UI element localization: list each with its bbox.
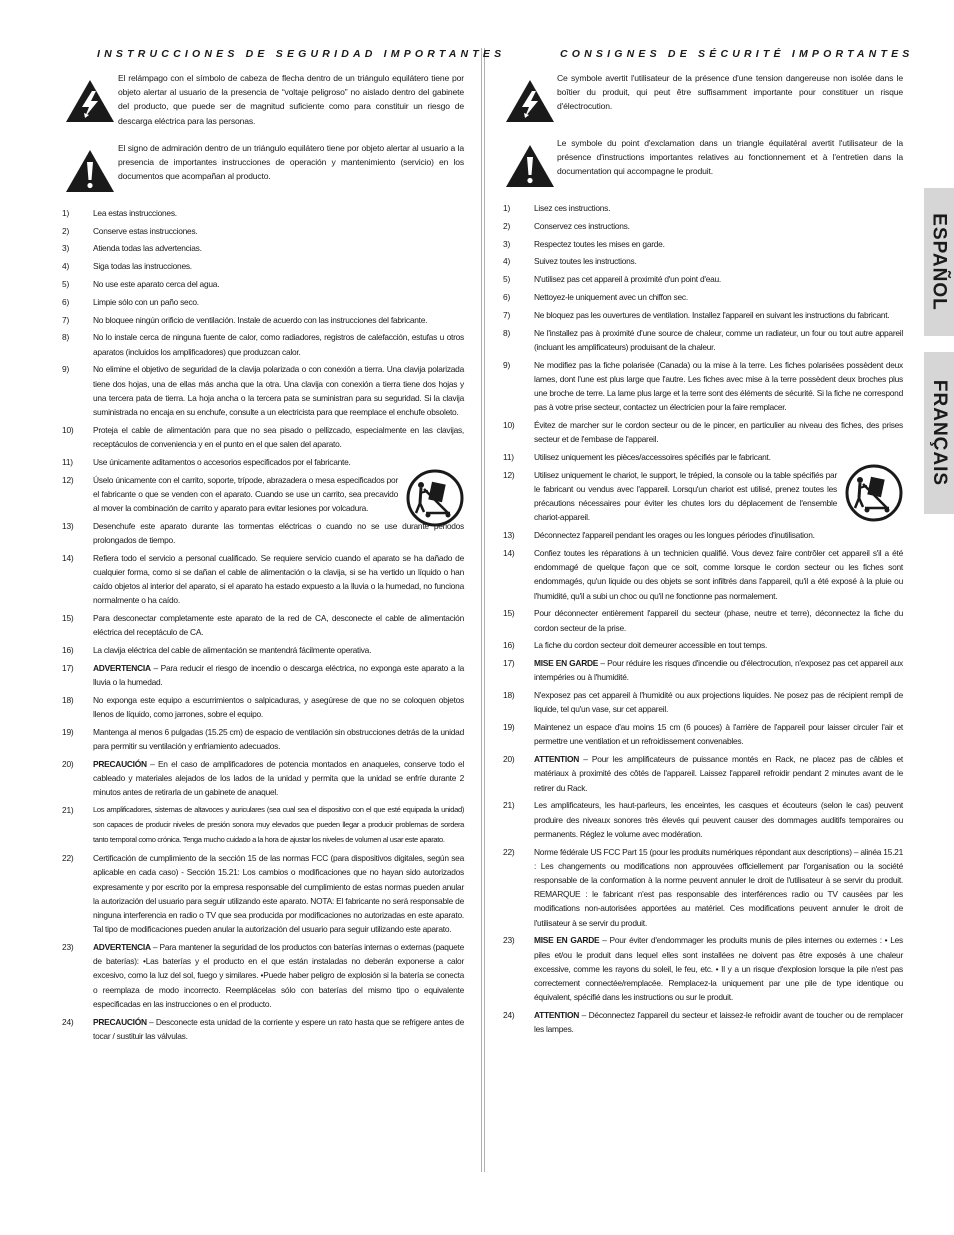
item-text bbox=[93, 661, 464, 689]
warning-text: El relámpago con el símbolo de cabeza de flecha dentro de un triángulo equilátero tiene por objeto alertar al usuario de la presencia de “voltaje peligroso” no aislado dentro del gabinete del producto, que puede ser de magnitud suficiente como para constituir un riesgo de descarga eléctrica para las personas. bbox=[118, 73, 464, 126]
list-item bbox=[62, 725, 464, 753]
list-item bbox=[62, 519, 464, 547]
item-text: Respectez toutes les mises en garde. bbox=[534, 238, 665, 249]
item-text: Pour déconnecter entièrement l'appareil du secteur (phase, neutre et terre), déconnectez la fiche du cordon secteur de la prise. bbox=[534, 608, 903, 633]
item-text: Suivez toutes les instructions. bbox=[534, 256, 637, 267]
item-number: 12) bbox=[62, 474, 74, 485]
item-label: ADVERTENCIA bbox=[93, 942, 151, 952]
item-number: 24) bbox=[62, 1016, 74, 1027]
item-text: Évitez de marcher sur le cordon secteur ou de le pincer, en particulier au niveau des fiches, des prises secteur et de l'embase de l'appareil. bbox=[534, 419, 903, 445]
item-number: 23) bbox=[503, 935, 515, 946]
item-text: Úselo únicamente con el carrito, soporte, trípode, abrazadera o mesa especificados por el fabricante o que se venden con el aparato. Cuando se use un carrito, sea precavido al mover la combinación de carrito y aparato para evitar lesiones por volcadura. bbox=[93, 473, 464, 516]
item-number: 15) bbox=[62, 613, 74, 624]
list-item bbox=[503, 219, 903, 233]
french-warnings bbox=[503, 71, 903, 188]
item-number: 20) bbox=[62, 759, 74, 769]
list-item bbox=[62, 1015, 464, 1043]
item-text: Desenchufe este aparato durante las tormentas eléctricas o cuando no se use durante periodos prolongados de tiempo. bbox=[93, 520, 464, 545]
item-number: 16) bbox=[503, 640, 515, 651]
item-text: Utilisez uniquement le chariot, le support, le trépied, la console ou la table spécifiés par le fabricant ou vendus avec l'appareil. Lorsqu'un chariot est utilisé, prenez toutes les précautions nécessaires pour éviter les chutes lors du déplacement de l'ensemble chariot-appareil. bbox=[534, 468, 903, 525]
item-number: 13) bbox=[503, 530, 515, 541]
warning-block bbox=[503, 136, 903, 188]
item-number: 22) bbox=[62, 853, 74, 864]
item-number: 17) bbox=[62, 663, 74, 673]
list-item bbox=[62, 851, 464, 936]
item-number: 8) bbox=[62, 332, 70, 343]
list-item bbox=[503, 272, 903, 286]
item-number: 7) bbox=[62, 314, 70, 325]
french-instructions-list bbox=[503, 201, 903, 1036]
list-item bbox=[503, 845, 903, 930]
language-tab-espanol[interactable] bbox=[924, 188, 954, 336]
list-item bbox=[503, 933, 903, 1004]
item-text: Refiera todo el servicio a personal cualificado. Se requiere servicio cuando el aparato se ha dañado de cualquier forma, como si se dañan el cable de alimentación o la clavija, si se ha vertido un líquido o han caído objetos al interior del aparato, si el aparato ha estado expuesto a la lluvia o la humedad, no funciona normalmente o ha caído. bbox=[93, 552, 464, 606]
item-text: No elimine el objetivo de seguridad de la clavija polarizada o con conexión a tierra. Una clavija polarizada tiene dos hojas, una de ellas más ancha que la otra. Una clavija con conexión a tierra tiene dos hojas y una tercera pata de tierra. La hoja ancha o la tercera pata se suministran para su seguridad. Si la clavija suministrada no encaja en su enchufe, consulte a un electricista para que reemplace el enchufe obsoleto. bbox=[93, 364, 464, 417]
item-number: 9) bbox=[503, 359, 511, 370]
item-number: 22) bbox=[503, 846, 515, 857]
item-text: Para desconectar completamente este aparato de la red de CA, desconecte el cable de alimentación eléctrica del receptáculo de CA. bbox=[93, 613, 464, 638]
item-text bbox=[93, 940, 464, 1011]
item-text: Lisez ces instructions. bbox=[534, 203, 611, 213]
item-number: 14) bbox=[503, 547, 515, 558]
warning-text: Le symbole du point d'exclamation dans un triangle équilatéral avertit l'utilisateur de la présence d'instructions importantes relatives au fonctionnement et à l'entretien dans la documentation qui accompagne le produit. bbox=[557, 138, 903, 177]
item-number: 6) bbox=[62, 296, 70, 307]
list-item bbox=[503, 638, 903, 652]
item-number: 9) bbox=[62, 364, 70, 375]
item-text: La clavija eléctrica del cable de alimentación se mantendrá fácilmente operativa. bbox=[93, 645, 372, 656]
list-item bbox=[62, 611, 464, 639]
list-item bbox=[503, 237, 903, 251]
list-item bbox=[62, 313, 464, 327]
list-item bbox=[62, 643, 464, 657]
item-text: Los amplificadores, sistemas de altavoces y auriculares (sea cual sea el dispositivo con el que esté equipada la unidad) son capaces de producir niveles de presión sonora muy elevados que pueden llegar a producir problemas de sordera tanto temporal como crónica. Tenga mucho cuidado a la hora de ajustar los niveles de volumen al usar este aparato. bbox=[93, 805, 464, 844]
item-body: – Déconnectez l'appareil du secteur et laissez-le refroidir avant de toucher ou de remplacer les lampes. bbox=[534, 1010, 903, 1035]
item-number: 5) bbox=[503, 274, 511, 285]
warning-text: Ce symbole avertit l'utilisateur de la présence d'une tension dangereuse non isolée dans le boîtier du produit, qui peut être suffisamment importante pour constituer un risque d'électrocution. bbox=[557, 73, 903, 112]
item-number: 21) bbox=[62, 805, 74, 816]
list-item bbox=[62, 473, 464, 516]
warning-text: El signo de admiración dentro de un triángulo equilátero tiene por objeto alertar al usuario a la presencia de importantes instrucciones de operación y mantenimiento (servicio) en los documentos que acompañan al producto. bbox=[118, 142, 464, 182]
item-number: 8) bbox=[503, 327, 511, 338]
item-text: Déconnectez l'appareil pendant les orages ou les longues périodes d'inutilisation. bbox=[534, 530, 815, 541]
list-item bbox=[503, 752, 903, 795]
list-item bbox=[62, 259, 464, 273]
item-number: 3) bbox=[62, 243, 70, 254]
column-divider bbox=[481, 48, 482, 1172]
list-item bbox=[503, 290, 903, 304]
warning-block bbox=[62, 141, 464, 193]
language-tab-francais[interactable] bbox=[924, 352, 954, 514]
item-text: Ne modifiez pas la fiche polarisée (Canada) ou la mise à la terre. Les fiches polarisées possèdent deux lames, dont l'une est plus large que l'autre. Les fiches avec mise à la terre possèdent deux broches plus une broche de terre. La lame plus large et la terre sont des éléments de sécurité. Si la fiche ne correspond pas à votre prise secteur, contactez un électricien pour la faire remplacer. bbox=[534, 359, 903, 413]
list-item bbox=[503, 468, 903, 525]
french-column bbox=[503, 48, 914, 1040]
item-number: 19) bbox=[62, 727, 74, 737]
item-body: – Para reducir el riesgo de incendio o descarga eléctrica, no exponga este aparato a la lluvia o la humedad. bbox=[93, 663, 464, 688]
item-number: 11) bbox=[503, 451, 514, 462]
item-number: 1) bbox=[503, 203, 511, 213]
list-item bbox=[62, 277, 464, 291]
list-item bbox=[503, 358, 903, 415]
item-text bbox=[534, 1008, 903, 1036]
item-number: 5) bbox=[62, 279, 70, 289]
item-number: 1) bbox=[62, 207, 70, 218]
item-text: No bloquee ningún orificio de ventilación. Instale de acuerdo con las instrucciones del fabricante. bbox=[93, 314, 428, 325]
item-text: No use este aparato cerca del agua. bbox=[93, 279, 220, 289]
item-text bbox=[534, 656, 903, 684]
list-item bbox=[503, 546, 903, 603]
item-text: Les amplificateurs, les haut-parleurs, les enceintes, les casques et écouteurs (selon le cas) peuvent produire des niveaux sonores très élevés qui peuvent causer des dommages auditifs temporaires ou permanents. Réglez le volume avec modération. bbox=[534, 800, 903, 839]
list-item bbox=[62, 803, 464, 847]
item-number: 17) bbox=[503, 658, 515, 669]
item-label: ATTENTION bbox=[534, 754, 580, 765]
item-text: N'exposez pas cet appareil à l'humidité ou aux projections liquides. Ne posez pas de récipient rempli de liquide, tel qu'un vase, sur cet appareil. bbox=[534, 690, 903, 715]
list-item bbox=[503, 326, 903, 354]
item-text: Norme fédérale US FCC Part 15 (pour les produits numériques répondant aux descriptions) – alinéa 15.21 : Les changements ou modifications non approuvées officiellement par l'organisation ou la société responsable de la conformation à la norme peuvent annuler le droit de l'utilisateur à se servir du produit. REMARQUE : le fabricant n'est pas responsable des interférences radio ou TV causées par les modifications non-autorisées apportées au matériel. Ces modifications peuvent annuler le droit de l'utilisateur à se servir du produit. bbox=[534, 846, 903, 928]
list-item bbox=[503, 254, 903, 268]
item-number: 2) bbox=[62, 225, 70, 236]
item-number: 21) bbox=[503, 800, 515, 811]
spanish-column bbox=[62, 48, 506, 1047]
item-text: La fiche du cordon secteur doit demeurer accessible en tout temps. bbox=[534, 640, 768, 651]
item-number: 4) bbox=[62, 261, 70, 272]
list-item bbox=[503, 720, 903, 748]
item-text: N'utilisez pas cet appareil à proximité d'un point d'eau. bbox=[534, 274, 722, 285]
item-number: 10) bbox=[503, 419, 515, 430]
item-text: Conservez ces instructions. bbox=[534, 220, 630, 231]
item-text: Certificación de cumplimiento de la sección 15 de las normas FCC (para dispositivos digitales, según sea aplicable en cada caso) - Sección 15.21: Los cambios o modificaciones que no hayan sido autorizados expresamente y por escrito por la empresa responsable del cumplimiento de estas normas pueden anular la autorización del usuario para seguir utilizando este aparato. NOTA: El fabricante no será responsable de ninguna interferencia en radio o TV que sea producida por modificaciones no autorizadas en este aparato. Tal tipo de modificaciones pueden anular la autorización del usuario para seguir utilizando este aparato. bbox=[93, 853, 464, 935]
item-text: Nettoyez-le uniquement avec un chiffon sec. bbox=[534, 291, 688, 302]
item-text: Proteja el cable de alimentación para que no sea pisado o pellizcado, especialmente en las clavijas, receptáculos de conveniencia y en el punto en el que salen del aparato. bbox=[93, 424, 464, 449]
spanish-instructions-list bbox=[62, 206, 464, 1043]
lightning-triangle-icon bbox=[62, 71, 118, 123]
item-text bbox=[534, 752, 903, 795]
list-item bbox=[62, 330, 464, 358]
item-label: PRECAUCIÓN bbox=[93, 1016, 147, 1027]
item-body: – Pour éviter d'endommager les produits munis de piles internes ou externes : • Les piles et/ou le produit dans lequel elles sont installées ne doivent pas être exposés à une chaleur excessive, comme les rayons du soleil, le feu, etc. • Il y a un risque d'explosion lorsque la pile n'est pas correctement connectée/remplacée. Remplacez-la uniquement par une pile de type identique ou équivalent, spécifié dans les instructions ou sur le produit. bbox=[534, 935, 903, 1003]
item-number: 4) bbox=[503, 256, 511, 267]
item-number: 13) bbox=[62, 520, 74, 531]
item-text: Utilisez uniquement les pièces/accessoires spécifiés par le fabricant. bbox=[534, 451, 771, 462]
list-item bbox=[62, 757, 464, 800]
list-item bbox=[503, 528, 903, 542]
warning-block bbox=[62, 71, 464, 128]
list-item bbox=[503, 308, 903, 322]
item-text: Conserve estas instrucciones. bbox=[93, 225, 198, 236]
item-text: Ne l'installez pas à proximité d'une source de chaleur, comme un radiateur, un four ou tout autre appareil (incluant les amplificateurs) produisant de la chaleur. bbox=[534, 327, 903, 352]
list-item bbox=[503, 418, 903, 446]
item-label: ADVERTENCIA bbox=[93, 663, 151, 673]
item-label: MISE EN GARDE bbox=[534, 658, 599, 669]
french-heading: CONSIGNES DE SÉCURITÉ IMPORTANTES bbox=[560, 48, 914, 60]
list-item bbox=[503, 798, 903, 841]
item-number: 19) bbox=[503, 722, 515, 733]
language-tab-label: FRANÇAIS bbox=[929, 379, 951, 487]
item-body: – Pour réduire les risques d'incendie ou d'électrocution, n'exposez pas cet appareil aux intempéries ou à l'humidité. bbox=[534, 658, 903, 683]
item-number: 3) bbox=[503, 238, 511, 249]
item-body: – Para mantener la seguridad de los productos con baterías internas o externas (paquete de baterías): •Las baterías y el producto en el que están instaladas no deberán exponerse a calor excesivo, como la luz del sol, fuego y similares. •Puede haber peligro de explosión si la batería se conecta o reemplaza de modo incorrecto. Reemplácelas sólo con baterías del mismo tipo o equivalente especificadas en las instrucciones o en el producto. bbox=[93, 942, 464, 1009]
item-number: 18) bbox=[503, 690, 515, 701]
cart-tipover-warning-icon bbox=[845, 464, 903, 526]
item-number: 11) bbox=[62, 456, 73, 467]
list-item bbox=[62, 362, 464, 419]
item-text: Ne bloquez pas les ouvertures de ventilation. Installez l'appareil en suivant les instructions du fabricant. bbox=[534, 309, 890, 320]
item-text: Maintenez un espace d'au moins 15 cm (6 pouces) à l'arrière de l'appareil pour laisser circuler l'air et permettre une ventilation et un refroidissement convenables. bbox=[534, 722, 903, 747]
item-number: 7) bbox=[503, 309, 511, 320]
item-label: PRECAUCIÓN bbox=[93, 759, 147, 769]
item-label: ATTENTION bbox=[534, 1010, 580, 1021]
item-number: 16) bbox=[62, 645, 74, 656]
column-divider bbox=[484, 48, 485, 1172]
item-number: 12) bbox=[503, 469, 515, 480]
list-item bbox=[62, 241, 464, 255]
lightning-triangle-icon bbox=[503, 71, 557, 123]
item-number: 23) bbox=[62, 942, 74, 952]
spanish-heading: INSTRUCCIONES DE SEGURIDAD IMPORTANTES bbox=[97, 48, 506, 60]
exclamation-triangle-icon bbox=[503, 136, 557, 188]
item-text: Atienda todas las advertencias. bbox=[93, 243, 202, 254]
language-tab-label: ESPAÑOL bbox=[929, 213, 950, 311]
item-body: – Pour les amplificateurs de puissance montés en Rack, ne placez pas de câbles et matériaux à proximité des côtés de l'appareil. Laissez l'appareil refroidir pendant 2 minutes avant de le retirer du Rack. bbox=[534, 754, 903, 793]
item-number: 14) bbox=[62, 552, 74, 563]
list-item bbox=[503, 688, 903, 716]
item-text: Mantenga al menos 6 pulgadas (15.25 cm) de espacio de ventilación sin obstrucciones detrás de la unidad para permitir su ventilación y enfriamiento adecuados. bbox=[93, 727, 464, 752]
item-number: 18) bbox=[62, 695, 74, 705]
list-item bbox=[503, 1008, 903, 1036]
item-text: Confiez toutes les réparations à un technicien qualifié. Vous devez faire contrôler cet appareil s'il a été endommagé de quelque façon que ce soit, comme lorsque le cordon secteur ou les fiches sont endommagés, qu'un liquide ou des objets se sont infiltrés dans l'appareil, qu'il a été exposé à la pluie ou l'humidité, qu'il a subi un choc ou qu'il ne fonctionne pas normalement. bbox=[534, 547, 903, 601]
item-text: No exponga este equipo a escurrimientos o salpicaduras, y asegúrese de que no se coloquen objetos llenos de líquido, como jarrones, sobre el equipo. bbox=[93, 695, 464, 720]
exclamation-triangle-icon bbox=[62, 141, 118, 193]
warning-block bbox=[503, 71, 903, 123]
list-item bbox=[62, 295, 464, 309]
item-number: 24) bbox=[503, 1010, 515, 1021]
item-text: Use únicamente aditamentos o accesorios especificados por el fabricante. bbox=[93, 456, 351, 467]
item-number: 10) bbox=[62, 424, 74, 435]
list-item bbox=[62, 693, 464, 721]
list-item bbox=[503, 201, 903, 215]
item-body: – Desconecte esta unidad de la corriente y espere un rato hasta que se refrigere antes de tocar / sustituir las válvulas. bbox=[93, 1016, 464, 1041]
item-body: – En el caso de amplificadores de potencia montados en anaqueles, conserve todo el cableado y materiales alejados de los lados de la unidad y permita que la unidad se enfríe durante 2 minutos antes de retirarla de un gabinete de anaquel. bbox=[93, 759, 464, 798]
list-item bbox=[62, 551, 464, 608]
item-number: 15) bbox=[503, 608, 515, 619]
cart-tipover-warning-icon bbox=[406, 469, 464, 531]
item-label: MISE EN GARDE bbox=[534, 935, 600, 946]
item-text: Siga todas las instrucciones. bbox=[93, 261, 192, 272]
item-text bbox=[93, 757, 464, 800]
list-item bbox=[503, 450, 903, 464]
list-item bbox=[62, 423, 464, 451]
item-text bbox=[534, 933, 903, 1004]
item-text: Lea estas instrucciones. bbox=[93, 207, 177, 218]
list-item bbox=[62, 455, 464, 469]
spanish-warnings bbox=[62, 71, 464, 193]
item-text: Limpie sólo con un paño seco. bbox=[93, 296, 199, 307]
item-number: 20) bbox=[503, 754, 515, 765]
list-item bbox=[503, 606, 903, 634]
list-item bbox=[62, 206, 464, 220]
list-item bbox=[62, 940, 464, 1011]
item-text bbox=[93, 1015, 464, 1043]
list-item bbox=[62, 224, 464, 238]
item-text: No lo instale cerca de ninguna fuente de calor, como radiadores, registros de calefacción, estufas u otros aparatos (incluidos los amplificadores) que produzcan calor. bbox=[93, 332, 464, 357]
item-number: 6) bbox=[503, 291, 511, 302]
item-number: 2) bbox=[503, 220, 511, 231]
list-item bbox=[503, 656, 903, 684]
list-item bbox=[62, 661, 464, 689]
